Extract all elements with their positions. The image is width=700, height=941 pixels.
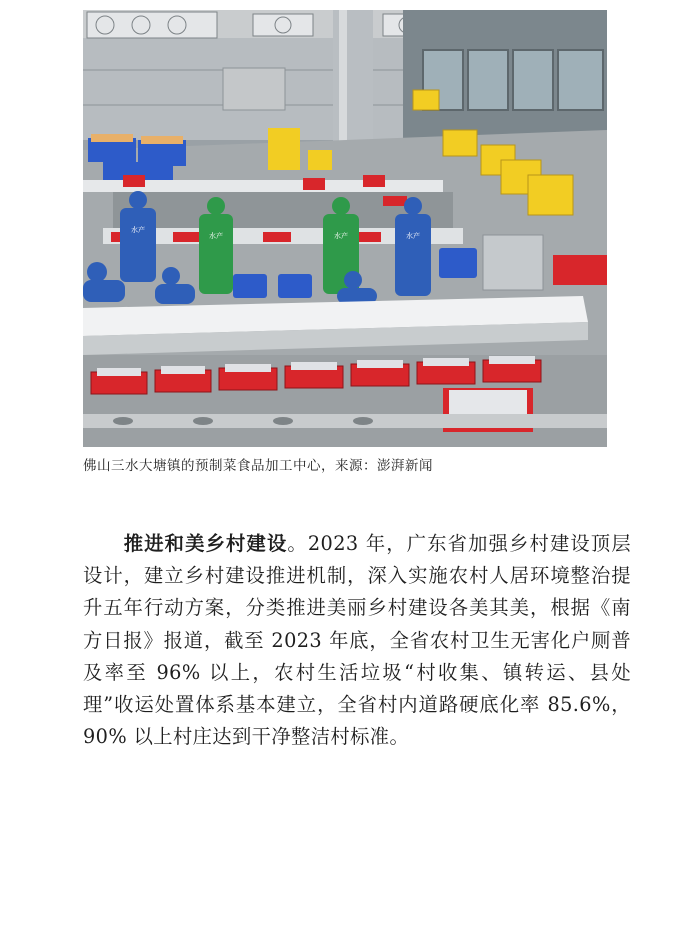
svg-text:水产: 水产 — [334, 232, 348, 240]
paragraph-lead: 推进和美乡村建设 — [123, 532, 288, 555]
photo-caption: 佛山三水大塘镇的预制菜食品加工中心，来源：澎湃新闻 — [83, 458, 433, 474]
svg-text:水产: 水产 — [131, 226, 145, 234]
svg-text:水产: 水产 — [406, 232, 420, 240]
food-processing-photo — [83, 10, 607, 447]
paragraph-body: 。2023 年，广东省加强乡村建设顶层设计，建立乡村建设推进机制，深入实施农村人居环境整治提升五年行动方案，分类推进美丽乡村建设各美其美，根据《南方日报》报道，截至 2023 年底，全省农村卫生无害化户厕普及率至 96% 以上，农村生活垃圾“村收集、镇转运、县处理”收运处置体系基本建立，全省村内道路硬底化率 85.6%，90% 以上村庄达到干净整洁村标准。 — [83, 532, 631, 749]
article-paragraph — [83, 528, 631, 753]
svg-text:水产: 水产 — [209, 232, 223, 240]
